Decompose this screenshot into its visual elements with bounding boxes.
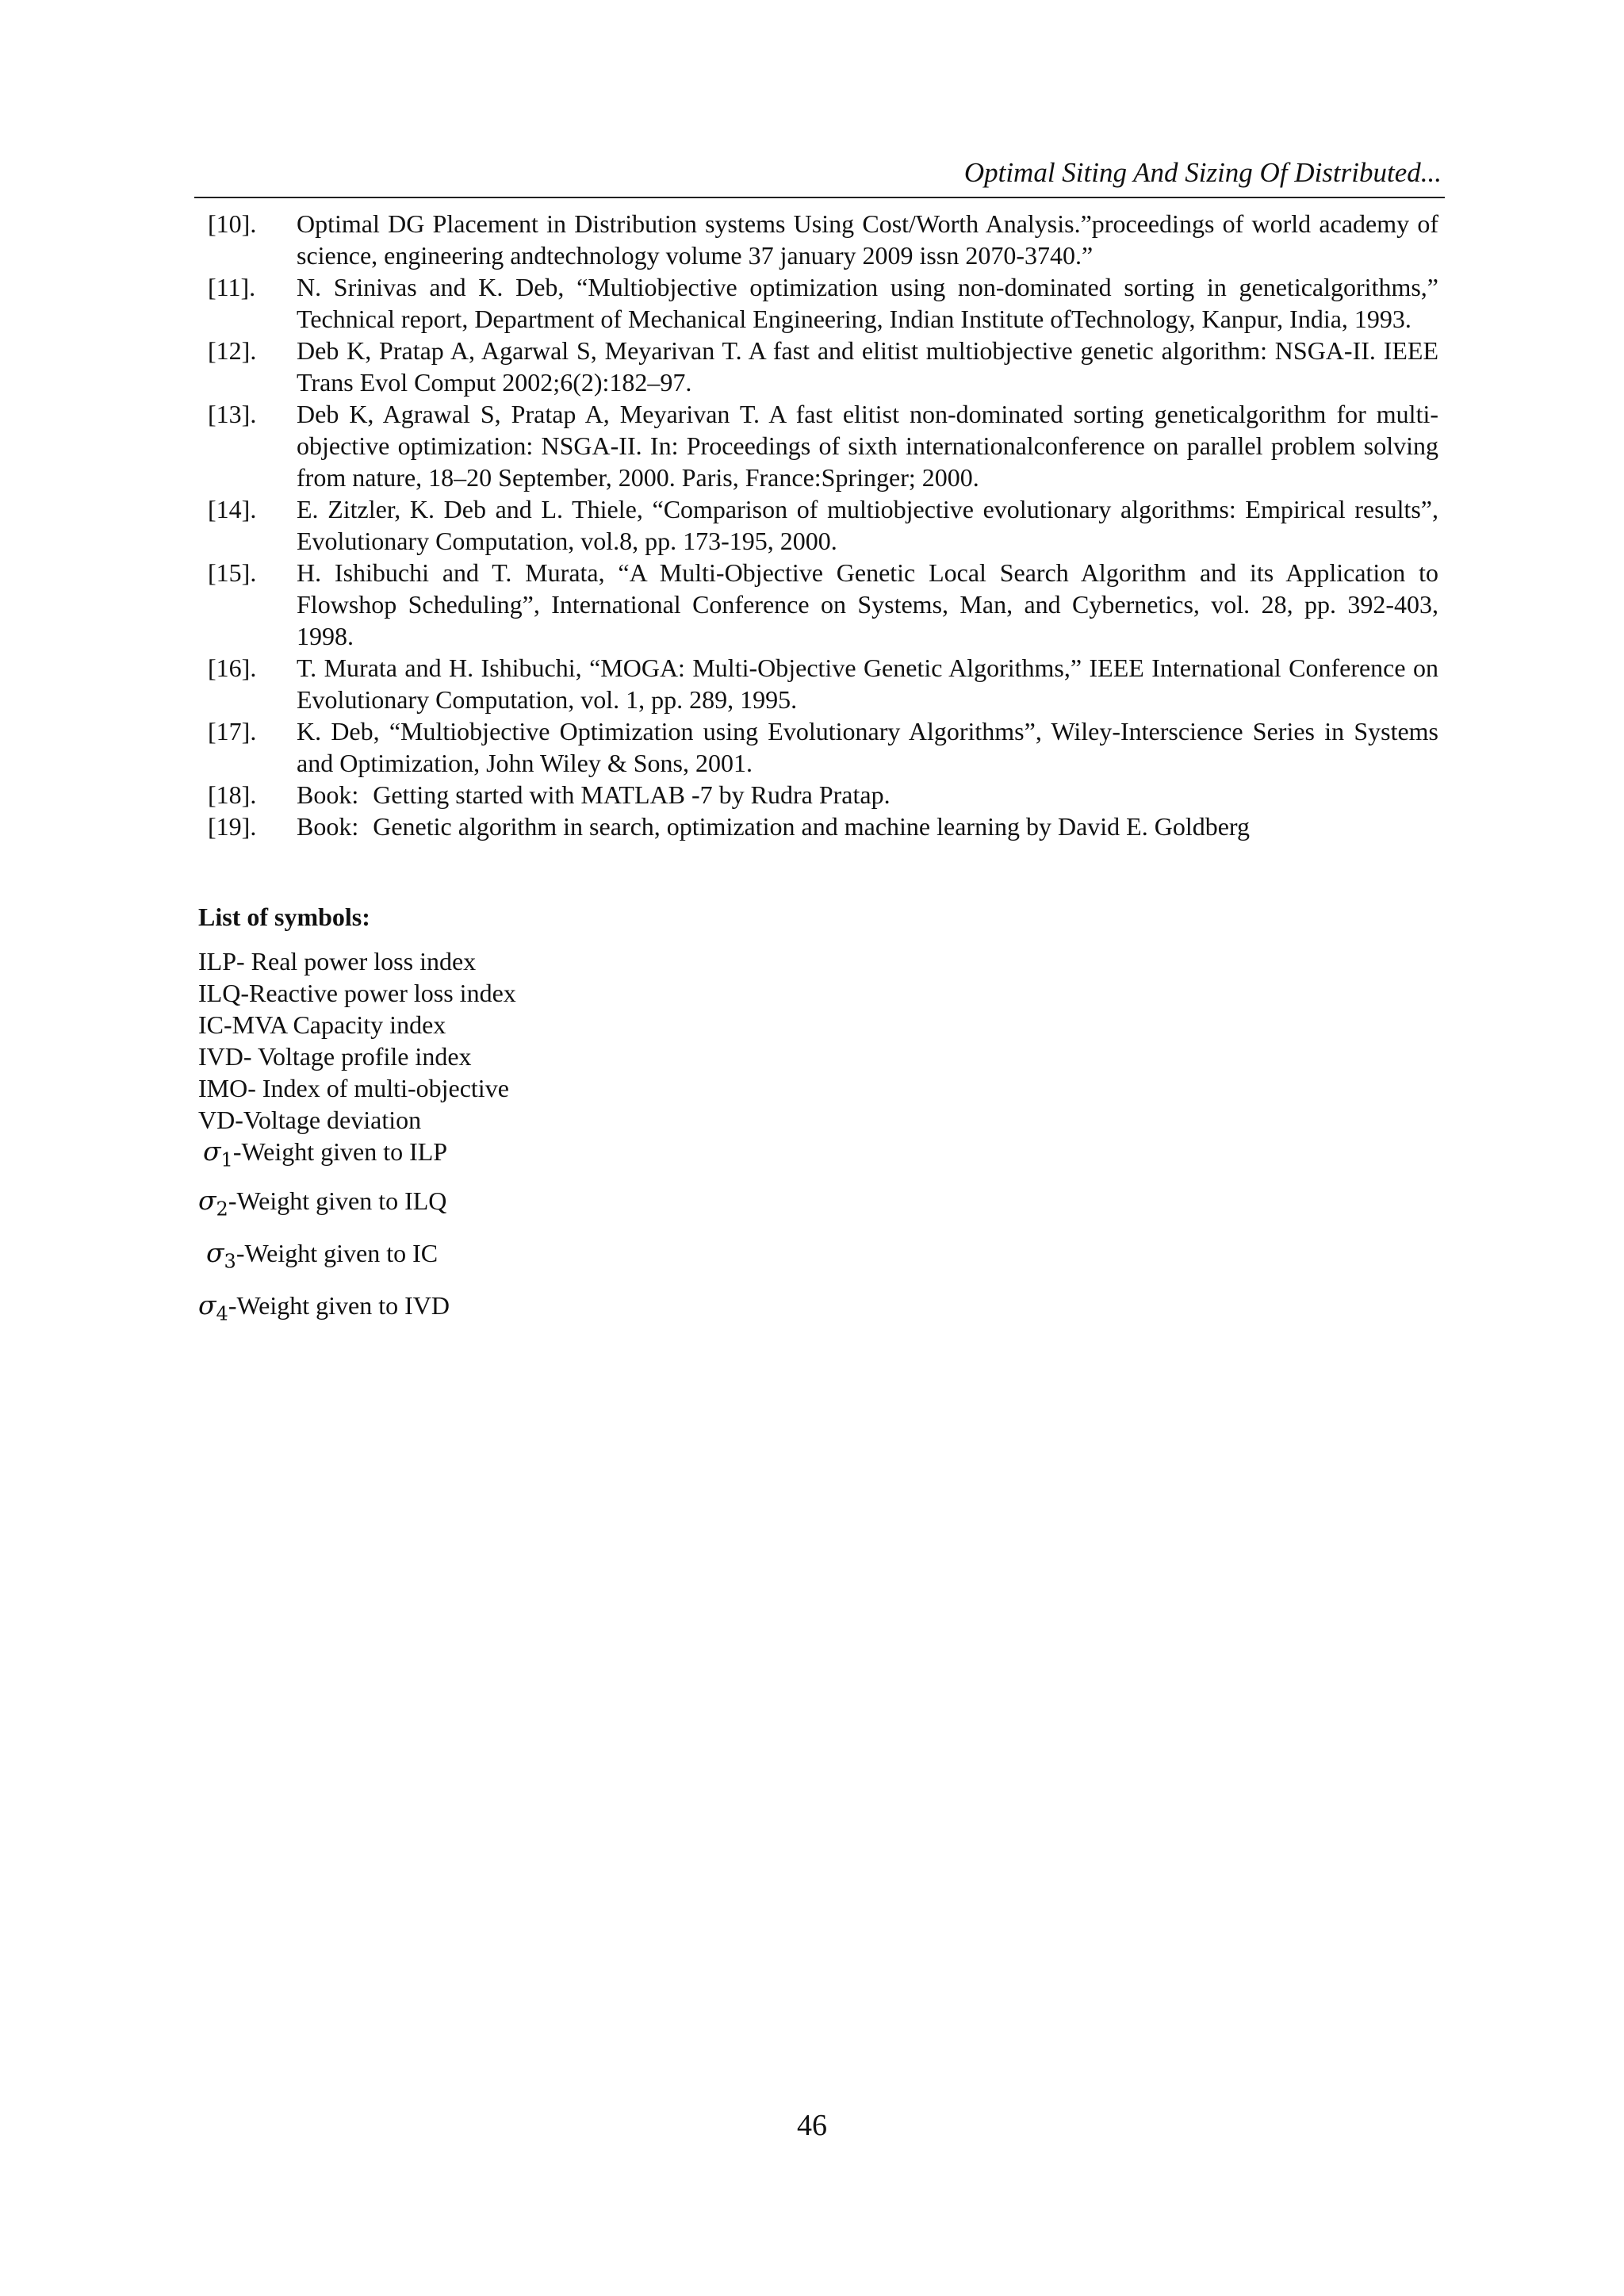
reference-text: E. Zitzler, K. Deb and L. Thiele, “Comparison of multiobjective evolutionary algorithms: Empirical results”, Evolutionary Computation, vol.8, pp. 173-195, 2000. bbox=[297, 495, 1438, 555]
reference-number: [10]. bbox=[208, 209, 257, 238]
reference-item bbox=[208, 779, 1438, 811]
reference-item bbox=[208, 493, 1438, 557]
page-number: 46 bbox=[797, 2109, 827, 2142]
reference-item bbox=[208, 652, 1438, 715]
symbol-item: VD-Voltage deviation bbox=[198, 1106, 422, 1134]
reference-item bbox=[208, 715, 1438, 779]
reference-prefix: Book: bbox=[297, 812, 359, 841]
sigma-symbol: $\sigma_2$ bbox=[198, 1185, 228, 1221]
reference-text: K. Deb, “Multiobjective Optimization using Evolutionary Algorithms”, Wiley-Interscience Series in Systems and Optimization, John Wiley & Sons, 2001. bbox=[297, 717, 1438, 777]
symbol-item: IMO- Index of multi-objective bbox=[198, 1074, 509, 1102]
reference-prefix: Book: bbox=[297, 780, 359, 809]
symbols-heading: List of symbols: bbox=[198, 903, 370, 931]
weight-symbol-item bbox=[198, 1185, 446, 1225]
sigma-symbol: $\sigma_1$ bbox=[203, 1136, 233, 1171]
reference-body: Getting started with MATLAB -7 by Rudra Pratap. bbox=[373, 780, 891, 809]
weight-symbol-item bbox=[198, 1290, 450, 1330]
reference-number: [12]. bbox=[208, 336, 257, 365]
weight-description: -Weight given to IC bbox=[236, 1239, 439, 1267]
reference-item bbox=[208, 208, 1438, 271]
reference-item bbox=[208, 811, 1438, 842]
reference-number: [11]. bbox=[208, 273, 256, 301]
sigma-symbol: $\sigma_4$ bbox=[198, 1290, 228, 1325]
header-title: Optimal Siting And Sizing Of Distributed... bbox=[963, 157, 1442, 188]
symbol-item: ILP- Real power loss index bbox=[198, 947, 477, 976]
reference-list bbox=[208, 208, 1438, 842]
reference-item bbox=[208, 557, 1438, 652]
reference-text bbox=[297, 779, 1438, 811]
reference-body: Genetic algorithm in search, optimization and machine learning by David E. Goldberg bbox=[373, 812, 1250, 841]
reference-number: [18]. bbox=[208, 780, 257, 809]
reference-item bbox=[208, 335, 1438, 398]
reference-text bbox=[297, 811, 1438, 842]
reference-number: [14]. bbox=[208, 495, 257, 523]
reference-item bbox=[208, 271, 1438, 335]
reference-text: Deb K, Pratap A, Agarwal S, Meyarivan T. A fast and elitist multiobjective genetic algorithm: NSGA-II. IEEE Trans Evol Comput 2002;6(2):182–97. bbox=[297, 336, 1438, 397]
symbol-item: ILQ-Reactive power loss index bbox=[198, 979, 516, 1007]
reference-item bbox=[208, 398, 1438, 493]
reference-number: [17]. bbox=[208, 717, 257, 746]
weight-symbol-item bbox=[203, 1136, 447, 1176]
reference-text: Optimal DG Placement in Distribution systems Using Cost/Worth Analysis.”proceedings of world academy of science, engineering andtechnology volume 37 january 2009 issn 2070-3740.” bbox=[297, 209, 1438, 270]
reference-number: [16]. bbox=[208, 654, 257, 682]
reference-text: H. Ishibuchi and T. Murata, “A Multi-Objective Genetic Local Search Algorithm and its Application to Flowshop Scheduling”, International Conference on Systems, Man, and Cybernetics, vol. 28, pp. 392-403, 1998. bbox=[297, 558, 1438, 650]
running-header bbox=[194, 152, 1445, 198]
symbol-item: IC-MVA Capacity index bbox=[198, 1010, 446, 1039]
reference-number: [13]. bbox=[208, 400, 257, 428]
weight-description: -Weight given to IVD bbox=[228, 1291, 450, 1320]
sigma-symbol: $\sigma_3$ bbox=[206, 1237, 236, 1273]
reference-text: Deb K, Agrawal S, Pratap A, Meyarivan T. A fast elitist non-dominated sorting geneticalgorithm for multi-objective optimization: NSGA-II. In: Proceedings of sixth internationalconference on parallel problem solving from nature, 18–20 September, 2000. Paris, France:Springer; 2000. bbox=[297, 400, 1438, 492]
reference-number: [19]. bbox=[208, 812, 257, 841]
reference-text: T. Murata and H. Ishibuchi, “MOGA: Multi-Objective Genetic Algorithms,” IEEE International Conference on Evolutionary Computation, vol. 1, pp. 289, 1995. bbox=[297, 654, 1438, 714]
symbol-item: IVD- Voltage profile index bbox=[198, 1042, 472, 1071]
weight-description: -Weight given to ILQ bbox=[228, 1186, 447, 1215]
weight-symbol-item bbox=[206, 1237, 438, 1278]
reference-number: [15]. bbox=[208, 558, 257, 587]
reference-text: N. Srinivas and K. Deb, “Multiobjective optimization using non-dominated sorting in geneticalgorithms,” Technical report, Department of Mechanical Engineering, Indian Institute ofTechnology, Kanpur, India, 1993. bbox=[297, 273, 1438, 333]
weight-description: -Weight given to ILP bbox=[232, 1137, 448, 1166]
